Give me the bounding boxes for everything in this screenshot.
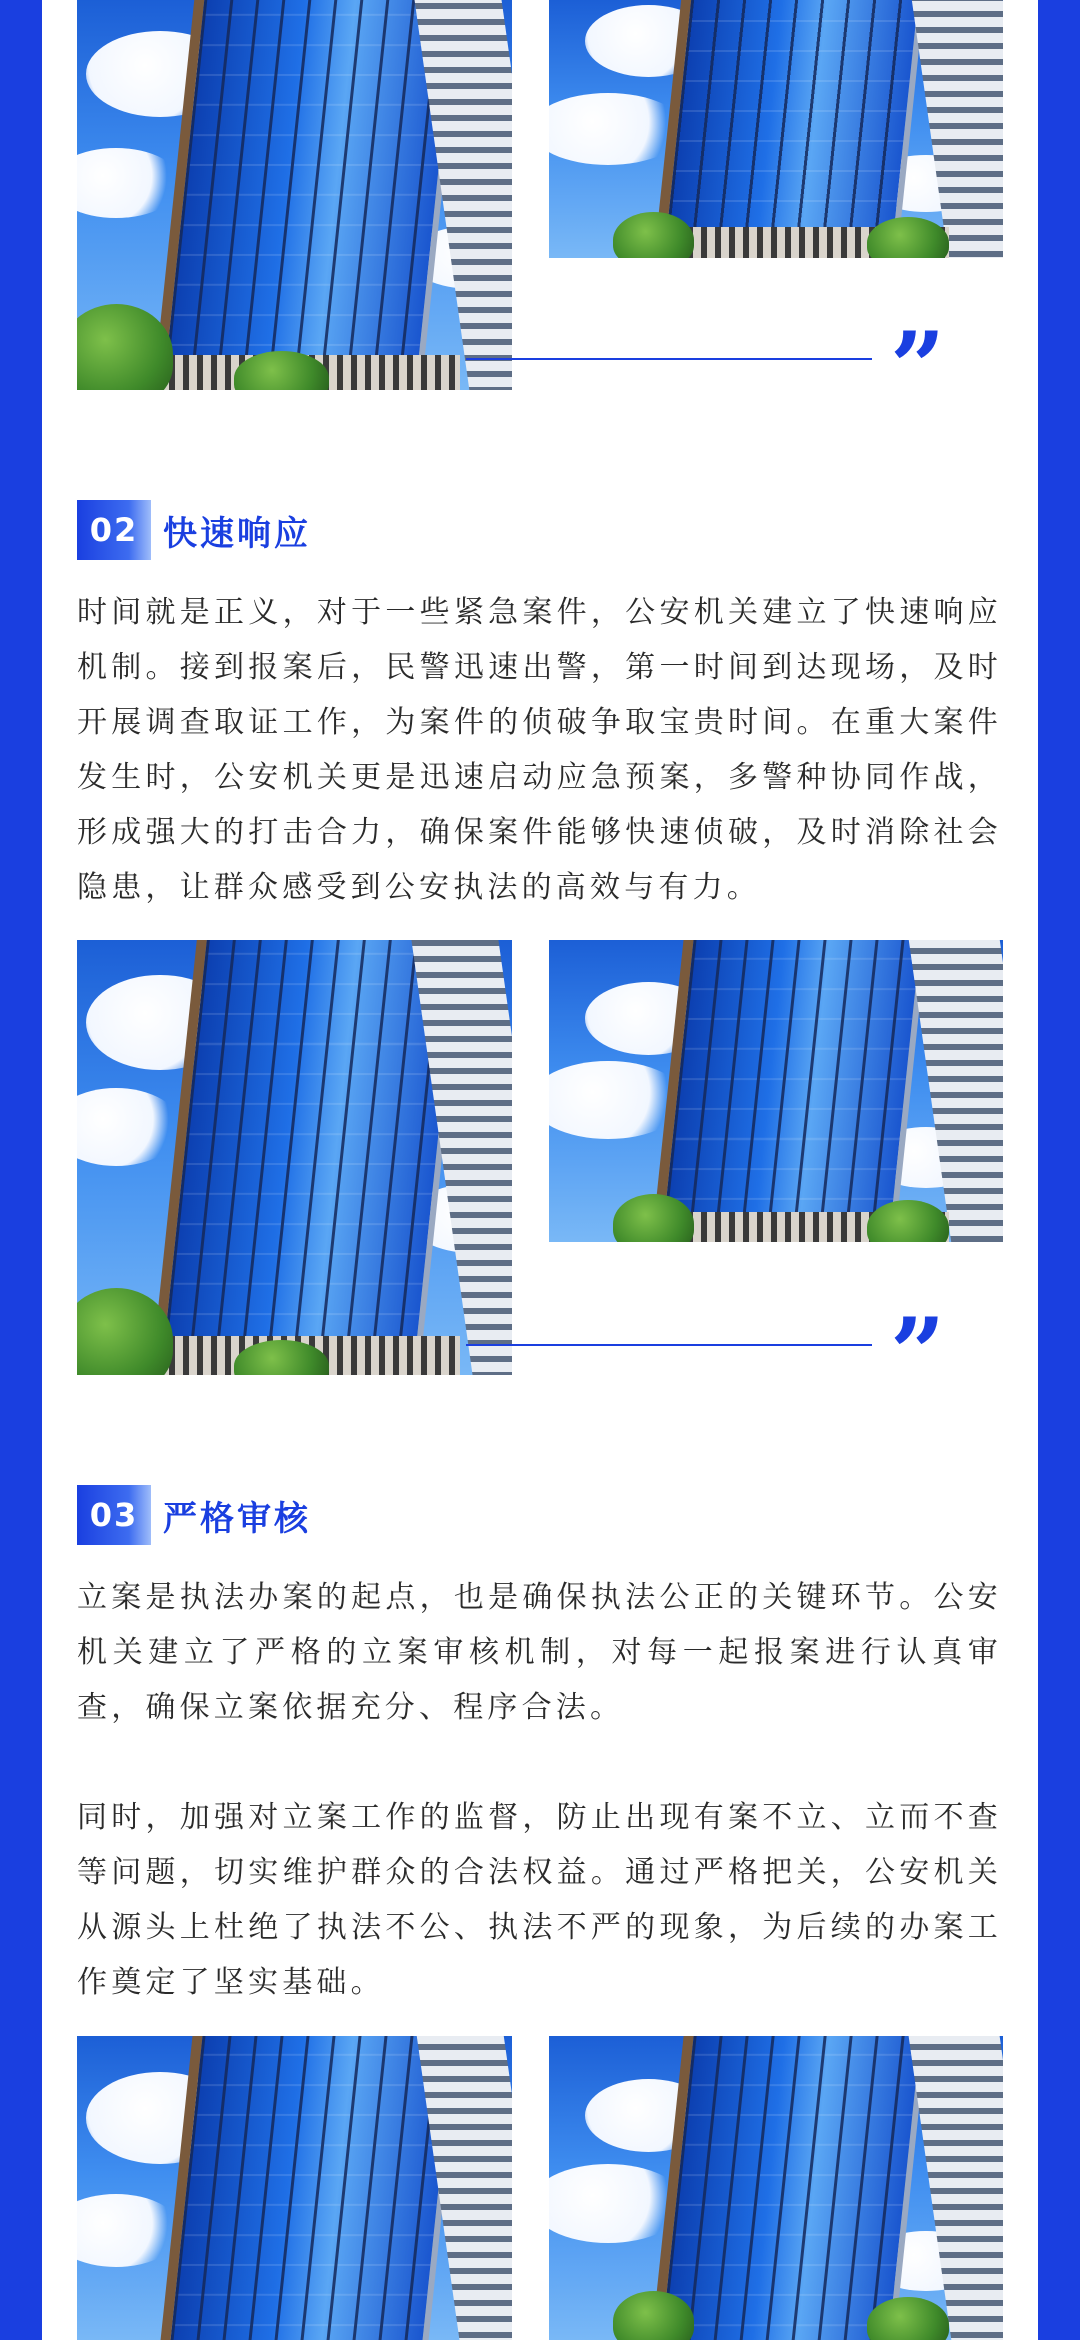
section-paragraph: 时间就是正义，对于一些紧急案件，公安机关建立了快速响应机制。接到报案后，民警迅速出警，第一时间到达现场，及时开展调查取证工作，为案件的侦破争取宝贵时间。在重大案件发生时，公安机关更是迅速启动应急预案，多警种协同作战，形成强大的打击合力，确保案件能够快速侦破，及时消除社会隐患，让群众感受到公安执法的高效与有力。 [77, 595, 1002, 905]
section-number-badge: 02 [77, 500, 151, 560]
section-paragraph: 同时，加强对立案工作的监督，防止出现有案不立、立而不查等问题，切实维护群众的合法权益。通过严格把关，公安机关从源头上杜绝了执法不公、执法不严的现象，为后续的办案工作奠定了坚实基础。 [77, 1800, 1002, 2000]
building-photo-left-3 [77, 2036, 512, 2340]
quote-divider-line-1 [466, 358, 872, 360]
quote-mark-icon-2: ” [890, 1297, 940, 1410]
building-photo-right-3 [549, 2036, 1003, 2340]
section-paragraph: 立案是执法办案的起点，也是确保执法公正的关键环节。公安机关建立了严格的立案审核机制，对每一起报案进行认真审查，确保立案依据充分、程序合法。 [77, 1580, 1002, 1725]
building-photo-left-1 [77, 0, 512, 390]
section-title: 快速响应 [163, 513, 311, 554]
quote-mark-icon-1: ” [890, 311, 940, 424]
section-heading-02 [77, 500, 311, 560]
building-photo-right-1 [549, 0, 1003, 258]
quote-divider-line-2 [466, 1344, 872, 1346]
section-title: 严格审核 [163, 1498, 311, 1539]
building-photo-right-2 [549, 940, 1003, 1242]
section-number-badge: 03 [77, 1485, 151, 1545]
building-photo-left-2 [77, 940, 512, 1375]
section-heading-03 [77, 1485, 311, 1545]
